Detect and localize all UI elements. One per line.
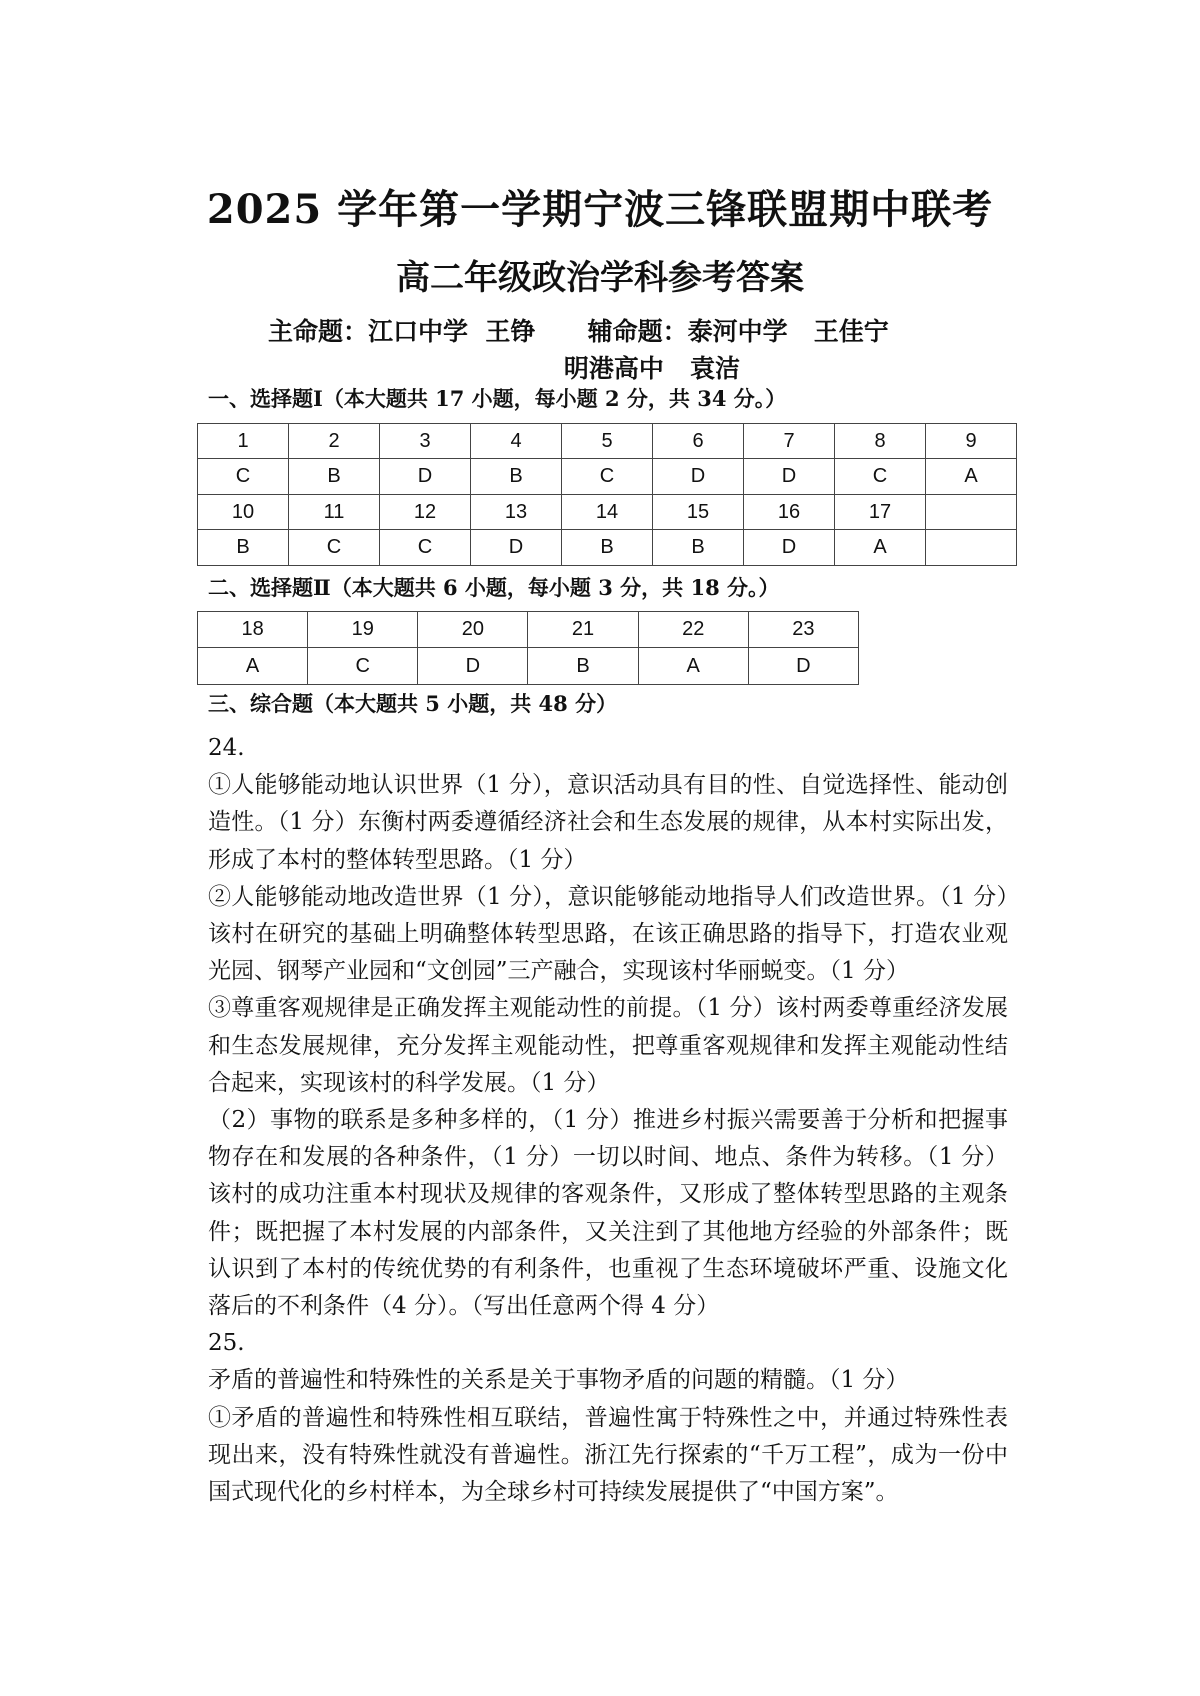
answer-cell: C <box>198 459 289 495</box>
table-row <box>198 495 1017 530</box>
answer-cell: D <box>418 648 528 685</box>
answer-cell: C <box>562 459 653 495</box>
question-number-cell: 3 <box>380 424 471 459</box>
question-number-cell: 10 <box>198 495 289 530</box>
section-1-answer-table <box>197 423 1017 566</box>
question-number-cell: 1 <box>198 424 289 459</box>
answer-cell: B <box>528 648 638 685</box>
question-number-cell: 11 <box>289 495 380 530</box>
table-row <box>198 459 1017 495</box>
answer-cell: A <box>926 459 1017 495</box>
authors-line-1: 主命题：江口中学 王铮 辅命题：泰河中学 王佳宁 <box>268 317 889 346</box>
answer-cell: C <box>380 530 471 566</box>
authors-line-2: 明港高中 袁洁 <box>268 354 741 383</box>
section-3-heading: 三、综合题（本大题共 5 小题，共 48 分） <box>208 691 618 716</box>
answer-cell: D <box>744 530 835 566</box>
question-number-cell: 12 <box>380 495 471 530</box>
answer-cell: B <box>198 530 289 566</box>
question-number-cell: 23 <box>748 612 858 648</box>
answer-paragraph: ③尊重客观规律是正确发挥主观能动性的前提。（1 分）该村两委尊重经济发展和生态发展规律，充分发挥主观能动性，把尊重客观规律和发挥主观能动性结合起来，实现该村的科学发展。（1 分） <box>208 995 1008 1096</box>
answer-cell: B <box>653 530 744 566</box>
answer-cell: C <box>289 530 380 566</box>
question-number-cell: 5 <box>562 424 653 459</box>
table-row <box>198 648 859 685</box>
answer-cell: C <box>308 648 418 685</box>
question-number-cell: 6 <box>653 424 744 459</box>
page-subtitle: 高二年级政治学科参考答案 <box>396 258 804 298</box>
question-number-cell <box>926 495 1017 530</box>
question-number-cell: 19 <box>308 612 418 648</box>
answer-paragraph: 24. <box>208 735 245 761</box>
answer-cell: D <box>471 530 562 566</box>
answer-cell: D <box>744 459 835 495</box>
question-number-cell: 18 <box>198 612 308 648</box>
table-row <box>198 424 1017 459</box>
question-number-cell: 9 <box>926 424 1017 459</box>
answer-paragraph: ②人能够能动地改造世界（1 分），意识能够能动地指导人们改造世界。（1 分）该村在研究的基础上明确整体转型思路，在该正确思路的指导下，打造农业观光园、钢琴产业园和“文创园”三产融合，实现该村华丽蜕变。（1 分） <box>208 883 1008 985</box>
answer-cell: A <box>198 648 308 685</box>
answer-cell: A <box>638 648 748 685</box>
answer-cell <box>926 530 1017 566</box>
answer-paragraph: 矛盾的普遍性和特殊性的关系是关于事物矛盾的问题的精髓。（1 分） <box>208 1367 909 1394</box>
question-number-cell: 13 <box>471 495 562 530</box>
question-number-cell: 16 <box>744 495 835 530</box>
question-number-cell: 2 <box>289 424 380 459</box>
answer-cell: D <box>380 459 471 495</box>
question-number-cell: 14 <box>562 495 653 530</box>
answer-cell: B <box>471 459 562 495</box>
question-number-cell: 17 <box>835 495 926 530</box>
question-number-cell: 8 <box>835 424 926 459</box>
answer-cell: C <box>835 459 926 495</box>
section-2-heading: 二、选择题Ⅱ（本大题共 6 小题，每小题 3 分，共 18 分。） <box>208 575 780 600</box>
question-number-cell: 7 <box>744 424 835 459</box>
answer-paragraph: （2）事物的联系是多种多样的，（1 分）推进乡村振兴需要善于分析和把握事物存在和发展的各种条件，（1 分）一切以时间、地点、条件为转移。（1 分）该村的成功注重本村现状及规律的客观条件，又形成了整体转型思路的主观条件；既把握了本村发展的内部条件，又关注到了其他地方经验的外部条件；既认识到了本村的传统优势的有利条件，也重视了生态环境破坏严重、设施文化落后的不利条件（4 分）。（写出任意两个得 4 分） <box>208 1107 1008 1320</box>
page-title: 2025 学年第一学期宁波三锋联盟期中联考 <box>206 186 994 233</box>
section-2-answer-table <box>197 611 859 685</box>
section-1-heading: 一、选择题Ⅰ（本大题共 17 小题，每小题 2 分，共 34 分。） <box>208 386 787 411</box>
table-row <box>198 530 1017 566</box>
answer-paragraph: ①矛盾的普遍性和特殊性相互联结，普遍性寓于特殊性之中，并通过特殊性表现出来，没有特殊性就没有普遍性。浙江先行探索的“千万工程”，成为一份中国式现代化的乡村样本，为全球乡村可持续发展提供了“中国方案”。 <box>208 1404 1008 1506</box>
question-number-cell: 20 <box>418 612 528 648</box>
answer-paragraph: ①人能够能动地认识世界（1 分），意识活动具有目的性、自觉选择性、能动创造性。（1 分）东衡村两委遵循经济社会和生态发展的规律，从本村实际出发，形成了本村的整体转型思路。（1 分） <box>208 772 1008 873</box>
answer-cell: B <box>562 530 653 566</box>
authors-block <box>268 313 889 387</box>
answer-cell: D <box>653 459 744 495</box>
question-number-cell: 21 <box>528 612 638 648</box>
answer-paragraph: 25. <box>208 1330 245 1357</box>
answer-cell: B <box>289 459 380 495</box>
section-3-answers <box>208 730 1008 1511</box>
question-number-cell: 22 <box>638 612 748 648</box>
question-number-cell: 4 <box>471 424 562 459</box>
question-number-cell: 15 <box>653 495 744 530</box>
table-row <box>198 612 859 648</box>
answer-cell: A <box>835 530 926 566</box>
answer-cell: D <box>748 648 858 685</box>
